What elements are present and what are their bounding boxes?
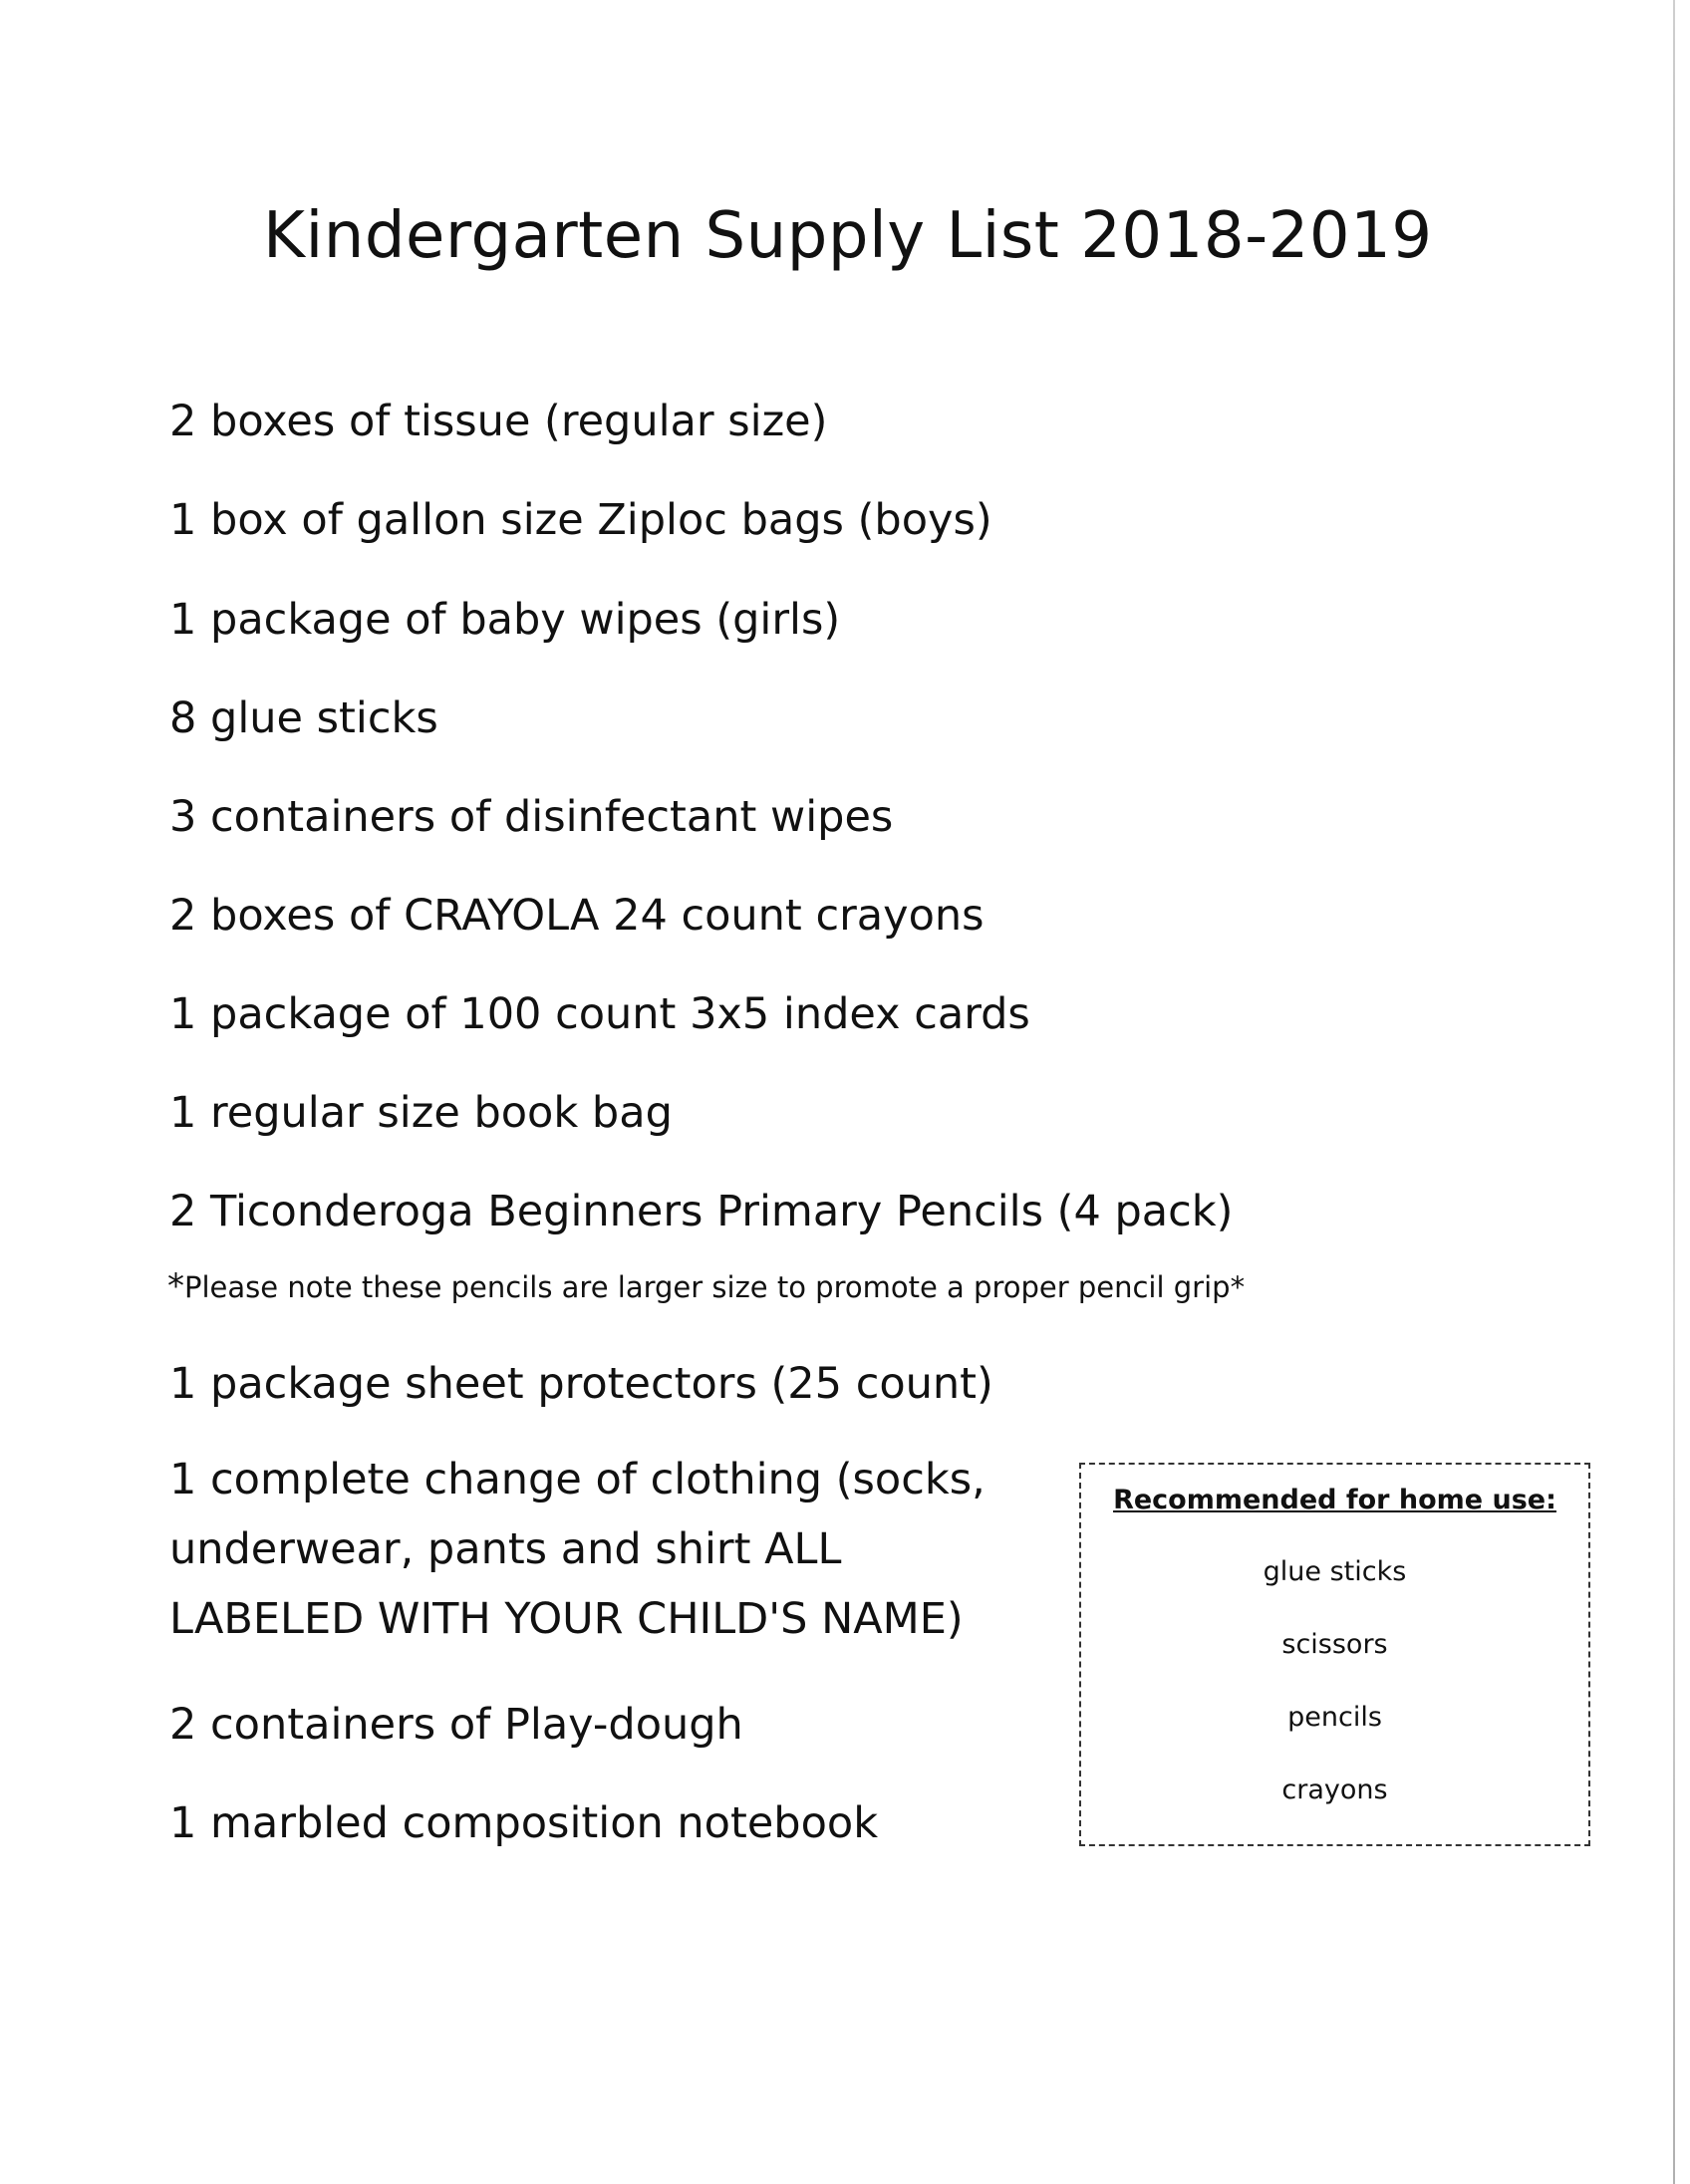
recommended-heading: Recommended for home use: [1113,1485,1556,1515]
recommended-item: glue sticks [1263,1556,1407,1587]
recommended-item: crayons [1281,1774,1388,1805]
recommended-item: scissors [1281,1629,1388,1660]
page-title: Kindergarten Supply List 2018-2019 [263,199,1433,273]
list-item: 1 package sheet protectors (25 count) [169,1359,993,1409]
recommended-item: pencils [1287,1702,1382,1733]
list-item: 2 boxes of tissue (regular size) [169,397,828,446]
list-item: 2 containers of Play-dough [169,1700,743,1750]
list-item: 1 package of baby wipes (girls) [169,595,841,645]
list-item: 1 marbled composition notebook [169,1798,879,1848]
pencil-note [167,1266,1245,1306]
recommended-box [1079,1463,1590,1846]
list-item: 1 regular size book bag [169,1088,673,1138]
note-text: Please note these pencils are larger size to promote a proper pencil grip* [184,1270,1246,1304]
scan-edge-line [1673,0,1675,2184]
list-item: 1 box of gallon size Ziploc bags (boys) [169,495,992,545]
note-asterisk: * [167,1266,184,1306]
list-item: 8 glue sticks [169,693,438,743]
list-item: 2 boxes of CRAYOLA 24 count crayons [169,891,985,941]
list-item: 2 Ticonderoga Beginners Primary Pencils (4 pack) [169,1187,1234,1236]
list-item: 3 containers of disinfectant wipes [169,792,894,842]
list-item: 1 package of 100 count 3x5 index cards [169,989,1030,1039]
list-item-clothing: 1 complete change of clothing (socks, underwear, pants and shirt ALL LABELED WITH YOUR CHILD'S NAME) [169,1455,986,1644]
